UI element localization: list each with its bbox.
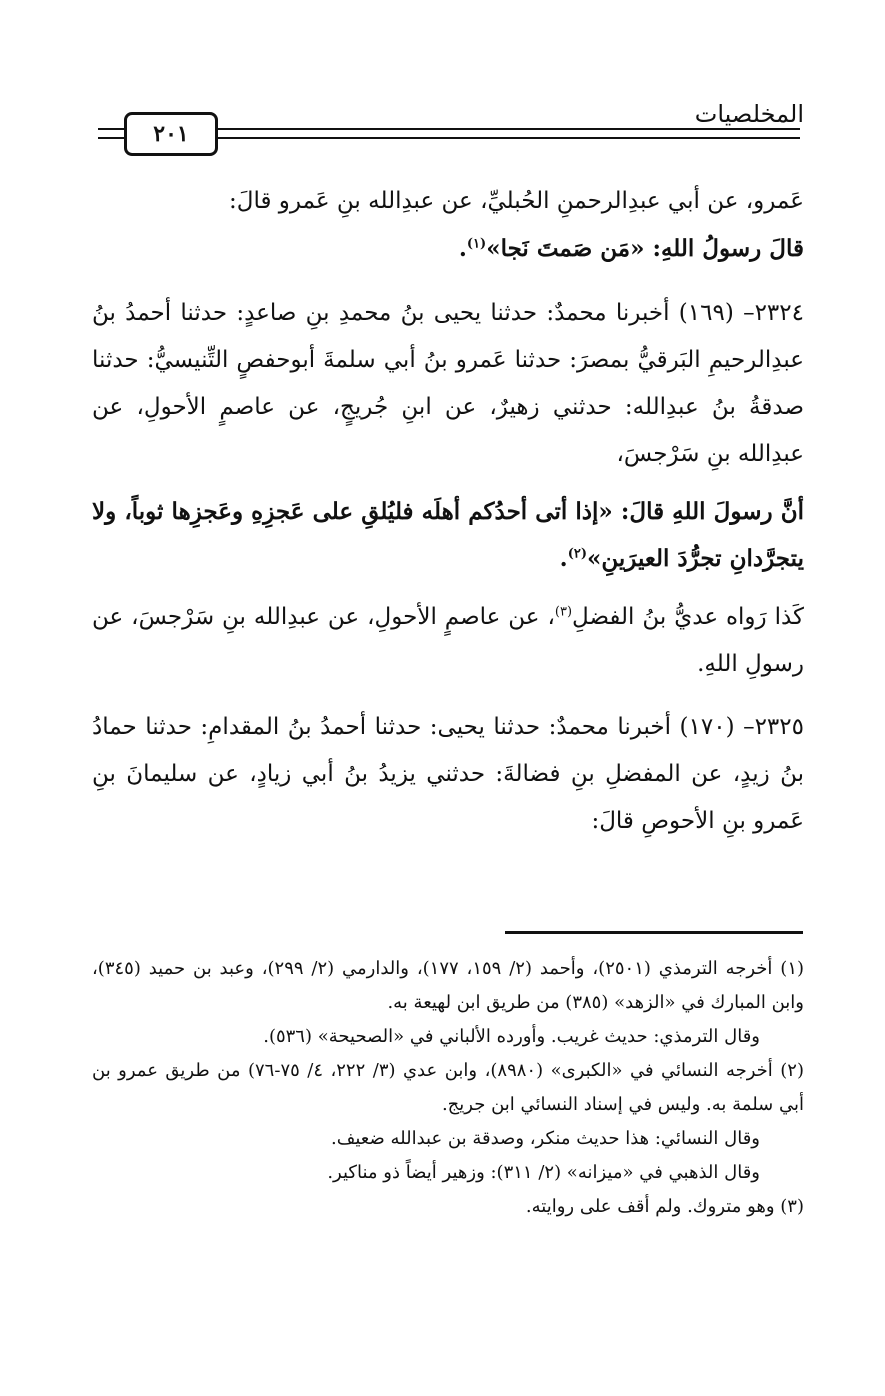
text: عَمرو، عن أبي عبدِالرحمنِ الحُبليِّ، عن عبدِالله بنِ عَمرو قالَ:: [229, 188, 804, 214]
footnote-marker: (٣): [554, 604, 573, 620]
main-text: [92, 178, 804, 845]
hadith-text: [92, 225, 804, 272]
text: ٢٣٢٤– (١٦٩) أخبرنا محمدٌ: حدثنا يحيى بنُ محمدِ بنِ صاعدٍ: حدثنا أحمدُ بنُ عبدِالرحيمِ البَرقيُّ بمصرَ: حدثنا عَمرو بنُ أبي سلمةَ أبوحفصٍ التِّنيسيُّ: حدثنا صدقةُ بنُ عبدِالله: حدثني زهيرٌ، عن ابنِ جُريجٍ، عن عاصمٍ الأحولِ، عن عبدِالله بنِ سَرْجسَ،: [92, 300, 804, 467]
running-title: المخلصيات: [694, 100, 804, 128]
footnote-marker: (١): [466, 236, 487, 252]
text: ٢٣٢٥– (١٧٠) أخبرنا محمدٌ: حدثنا يحيى: حدثنا أحمدُ بنُ المقدامِ: حدثنا حمادُ بنُ زيدٍ، عن المفضلِ بنِ فضالةَ: حدثني يزيدُ بنُ أبي زيادٍ، عن سليمانَ بنِ عَمرو بنِ الأحوصِ قالَ:: [92, 714, 804, 834]
footnote-3: (٣) وهو متروك. ولم أقف على روايته.: [525, 1196, 804, 1217]
paragraph: [92, 594, 804, 688]
page-number: ٢٠١: [124, 112, 218, 156]
footnote-divider: [505, 931, 803, 934]
footnote-1: (١) أخرجه الترمذي (٢٥٠١)، وأحمد (٢/ ١٥٩، ١٧٧)، والدارمي (٢/ ٢٩٩)، وعبد بن حميد (٣٤٥)، وابن المبارك في «الزهد» (٣٨٥) من طريق ابن لهيعة به.: [92, 958, 805, 1013]
text: كَذا رَواه عديُّ بنُ الفضلِ: [572, 604, 804, 630]
footnote-2: (٢) أخرجه النسائي في «الكبرى» (٨٩٨٠)، وابن عدي (٣/ ٢٢٢، ٤/ ٧٥-٧٦) من طريق عمرو بن أبي سلمة به. وليس في إسناد النسائي ابن جريج.: [92, 1060, 804, 1115]
isnad-paragraph: [92, 290, 804, 478]
paragraph: [92, 178, 804, 225]
text: .: [559, 545, 568, 572]
footnote-2-continuation: وقال الذهبي في «ميزانه» (٢/ ٣١١): وزهير أيضاً ذو مناكير.: [327, 1162, 760, 1183]
footnotes: [92, 952, 804, 1224]
isnad-paragraph: [92, 704, 804, 845]
page-header: [92, 90, 804, 160]
footnote-marker: (٢): [567, 546, 587, 562]
footnote-1-continuation: وقال الترمذي: حديث غريب. وأورده الألباني في «الصحيحة» (٥٣٦).: [263, 1026, 760, 1047]
hadith-text: [92, 488, 804, 582]
header-rule-right: [216, 128, 800, 139]
text: قالَ رسولُ اللهِ: «مَن صَمتَ نَجا»: [486, 235, 804, 262]
footnote-2-continuation: وقال النسائي: هذا حديث منكر، وصدقة بن عبدالله ضعيف.: [331, 1128, 760, 1149]
text: ، عن عاصمٍ الأحولِ، عن عبدِالله بنِ سَرْجسَ، عن رسولِ اللهِ.: [92, 604, 804, 677]
text: أنَّ رسولَ اللهِ قالَ: «إذا أتى أحدُكم أهلَه فليُلقِ على عَجزِهِ وعَجزِها ثوباً، ولا يتجرَّدانِ تجرُّدَ العيرَينِ»: [92, 498, 804, 572]
text: .: [458, 235, 467, 262]
